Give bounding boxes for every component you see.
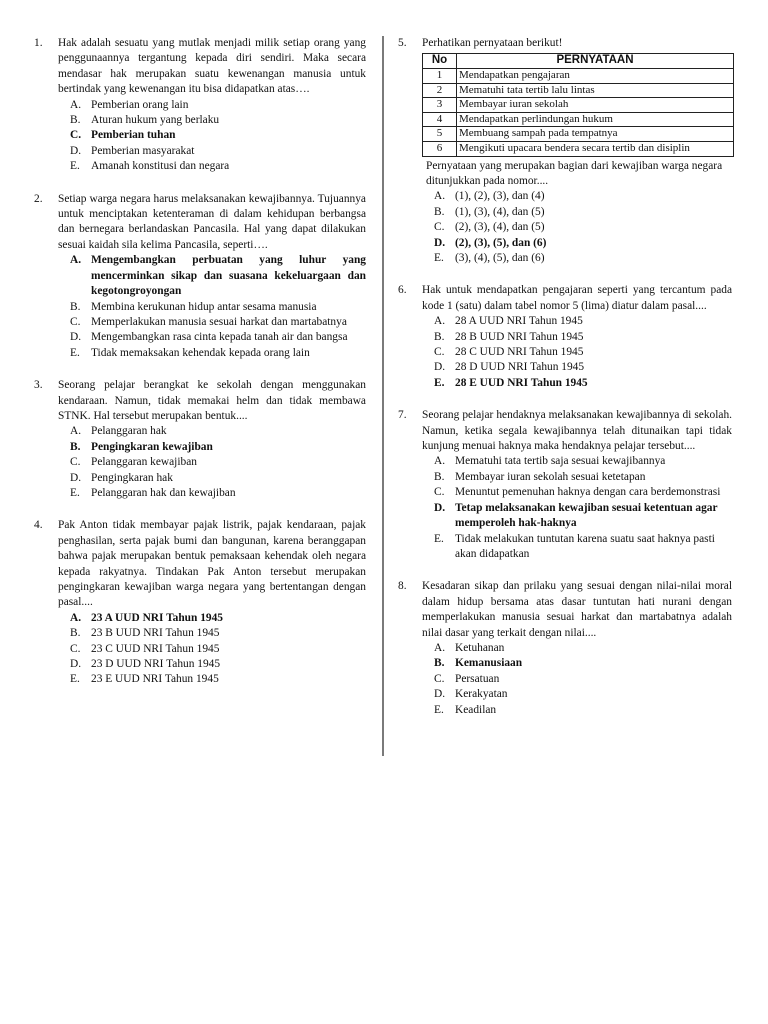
question-text: Pak Anton tidak membayar pajak listrik, pajak kendaraan, pajak penghasilan, serta pajak bumi dan bangunan, karena beranggapan bahwa pajak merupakan bentuk pemaksaan kehendak oleh negara kepada rakyatnya. Tindakan Pak Anton tersebut merupakan pengingkaran kewajiban warga negara yang bertentangan dengan pasal.... bbox=[58, 519, 366, 609]
question-text: Hak untuk mendapatkan pengajaran seperti yang tercantum pada kode 1 (satu) dalam tabel nomor 5 (lima) diatur dalam pasal.... bbox=[422, 284, 732, 312]
table-row bbox=[423, 112, 734, 127]
table-header-statement: PERNYATAAN bbox=[457, 54, 734, 69]
option-a[interactable]: A. 28 A UUD NRI Tahun 1945 bbox=[434, 315, 583, 328]
table-header-row bbox=[423, 54, 734, 69]
option-list bbox=[58, 611, 366, 688]
option-list bbox=[58, 253, 366, 361]
option-list bbox=[422, 454, 732, 562]
question-5 bbox=[398, 36, 732, 266]
question-4 bbox=[34, 518, 366, 687]
option-list bbox=[58, 424, 366, 501]
option-e[interactable]: E. 28 E UUD NRI Tahun 1945 bbox=[434, 376, 588, 389]
question-number: 8. bbox=[398, 580, 407, 593]
question-7 bbox=[398, 408, 732, 562]
option-d[interactable]: D. Mengembangkan rasa cinta kepada tanah air dan bangsa bbox=[70, 331, 348, 344]
question-text: Hak adalah sesuatu yang mutlak menjadi milik setiap orang yang penggunaannya tergantung kepada diri sendiri. Maka secara mendasar hak merupakan suatu kewenangan manusia untuk bertindak yang kewenangan itu bisa didapatkan atas…. bbox=[58, 37, 366, 96]
table-cell-statement: Mendapatkan perlindungan hukum bbox=[457, 112, 734, 127]
question-6 bbox=[398, 283, 732, 391]
option-c[interactable]: C. 28 C UUD NRI Tahun 1945 bbox=[434, 346, 584, 359]
option-d[interactable]: D. (2), (3), (5), dan (6) bbox=[434, 236, 547, 249]
option-b[interactable]: B. Aturan hukum yang berlaku bbox=[70, 114, 220, 127]
option-c[interactable]: C. 23 C UUD NRI Tahun 1945 bbox=[70, 642, 220, 655]
option-b[interactable]: B. Membayar iuran sekolah sesuai ketetapan bbox=[434, 470, 646, 483]
table-row bbox=[423, 127, 734, 142]
option-e[interactable]: E. Keadilan bbox=[434, 703, 497, 716]
option-a[interactable]: A. (1), (2), (3), dan (4) bbox=[434, 190, 545, 203]
question-text: Kesadaran sikap dan prilaku yang sesuai dengan nilai-nilai moral dalam hidup bersama atas dasar tuntutan hati nurani dengan memperlakukan manusia sesuai harkat dan martabatnya adalah nilai dasar yang terkait dengan nilai.... bbox=[422, 580, 732, 639]
option-b[interactable]: B. 23 B UUD NRI Tahun 1945 bbox=[70, 627, 220, 640]
option-c[interactable]: C. Pemberian tuhan bbox=[70, 129, 176, 142]
option-e[interactable]: E. Tidak melakukan tuntutan karena suatu saat haknya pasti akan didapatkan bbox=[434, 532, 715, 560]
table-row bbox=[423, 98, 734, 113]
table-row bbox=[423, 141, 734, 156]
option-a[interactable]: A. Ketuhanan bbox=[434, 641, 505, 654]
table-cell-statement: Mengikuti upacara bendera secara tertib dan disiplin bbox=[457, 141, 734, 156]
table-cell-no: 1 bbox=[423, 69, 457, 84]
option-a[interactable]: A. Mematuhi tata tertib saja sesuai kewajibannya bbox=[434, 455, 666, 468]
question-3 bbox=[34, 378, 366, 501]
option-d[interactable]: D. Pemberian masyarakat bbox=[70, 144, 195, 157]
table-cell-no: 6 bbox=[423, 141, 457, 156]
option-e[interactable]: E. 23 E UUD NRI Tahun 1945 bbox=[70, 673, 219, 686]
question-number: 3. bbox=[34, 379, 43, 392]
option-list bbox=[58, 98, 366, 175]
option-list bbox=[422, 189, 732, 266]
option-d[interactable]: D. Tetap melaksanakan kewajiban sesuai ketentuan agar memperoleh hak-haknya bbox=[434, 501, 718, 530]
question-number: 7. bbox=[398, 409, 407, 422]
option-b[interactable]: B. Pengingkaran kewajiban bbox=[70, 440, 213, 453]
column-divider bbox=[382, 36, 384, 756]
option-c[interactable]: C. Memperlakukan manusia sesuai harkat dan martabatnya bbox=[70, 315, 347, 328]
option-a[interactable]: A. Pemberian orang lain bbox=[70, 98, 189, 111]
question-number: 2. bbox=[34, 192, 43, 205]
option-d[interactable]: D. Pengingkaran hak bbox=[70, 471, 173, 484]
table-row bbox=[423, 69, 734, 84]
option-d[interactable]: D. 23 D UUD NRI Tahun 1945 bbox=[70, 658, 221, 671]
table-cell-no: 3 bbox=[423, 98, 457, 113]
statement-table bbox=[422, 53, 734, 156]
question-1 bbox=[34, 36, 366, 175]
table-cell-no: 2 bbox=[423, 83, 457, 98]
question-text: Pernyataan yang merupakan bagian dari kewajiban warga negara ditunjukkan pada nomor.... bbox=[426, 159, 723, 187]
option-e[interactable]: E. Pelanggaran hak dan kewajiban bbox=[70, 486, 236, 499]
option-c[interactable]: C. (2), (3), (4), dan (5) bbox=[434, 221, 545, 234]
option-c[interactable]: C. Menuntut pemenuhan haknya dengan cara berdemonstrasi bbox=[434, 486, 721, 499]
question-number: 5. bbox=[398, 37, 407, 49]
question-text: Seorang pelajar hendaknya melaksanakan kewajibannya di sekolah. Namun, ketika segala kewajibannya telah ditunaikan tapi tidak kunjung menuai haknya maka hendaknya pelajar tersebut.... bbox=[422, 409, 732, 453]
option-list bbox=[422, 314, 732, 391]
question-number: 6. bbox=[398, 284, 407, 297]
question-intro: Perhatikan pernyataan berikut! bbox=[422, 37, 563, 49]
question-number: 1. bbox=[34, 37, 43, 49]
option-list bbox=[422, 641, 732, 718]
option-d[interactable]: D. 28 D UUD NRI Tahun 1945 bbox=[434, 361, 585, 374]
option-a[interactable]: A. Mengembangkan perbuatan yang luhur yang mencerminkan sikap dan suasana kekeluargaan dan kegotongroyongan bbox=[70, 254, 366, 298]
option-a[interactable]: A. Pelanggaran hak bbox=[70, 425, 167, 438]
option-e[interactable]: E. Amanah konstitusi dan negara bbox=[70, 160, 230, 173]
option-e[interactable]: E. (3), (4), (5), dan (6) bbox=[434, 252, 545, 264]
table-cell-statement: Membayar iuran sekolah bbox=[457, 98, 734, 113]
left-column bbox=[34, 36, 366, 705]
option-b[interactable]: B. (1), (3), (4), dan (5) bbox=[434, 205, 545, 218]
option-a[interactable]: A. 23 A UUD NRI Tahun 1945 bbox=[70, 611, 223, 624]
table-row bbox=[423, 83, 734, 98]
question-text: Seorang pelajar berangkat ke sekolah dengan menggunakan kendaraan. Namun, tidak memakai helm dan tidak membawa STNK. Hal tersebut merupakan bentuk.... bbox=[58, 379, 366, 422]
option-b[interactable]: B. Membina kerukunan hidup antar sesama manusia bbox=[70, 300, 317, 313]
option-b[interactable]: B. Kemanusiaan bbox=[434, 657, 523, 670]
option-c[interactable]: C. Pelanggaran kewajiban bbox=[70, 456, 197, 469]
question-2 bbox=[34, 192, 366, 361]
table-header-no: No bbox=[423, 54, 457, 69]
option-b[interactable]: B. 28 B UUD NRI Tahun 1945 bbox=[434, 330, 584, 343]
question-8 bbox=[398, 579, 732, 718]
table-cell-no: 5 bbox=[423, 127, 457, 142]
right-column bbox=[398, 36, 732, 735]
option-e[interactable]: E. Tidak memaksakan kehendak kepada orang lain bbox=[70, 346, 310, 359]
table-cell-no: 4 bbox=[423, 112, 457, 127]
option-c[interactable]: C. Persatuan bbox=[434, 672, 500, 685]
question-number: 4. bbox=[34, 519, 43, 532]
table-cell-statement: Membuang sampah pada tempatnya bbox=[457, 127, 734, 142]
question-text: Setiap warga negara harus melaksanakan kewajibannya. Tujuannya untuk menciptakan ketenteraman di dalam kehidupan berbangsa dan bernegara berlandaskan Pancasila. Hal yang dapat dilakukan sesuai kaidah sila kelima Pancasila, seperti…. bbox=[58, 192, 366, 251]
option-d[interactable]: D. Kerakyatan bbox=[434, 688, 508, 701]
table-cell-statement: Mematuhi tata tertib lalu lintas bbox=[457, 83, 734, 98]
table-cell-statement: Mendapatkan pengajaran bbox=[457, 69, 734, 84]
